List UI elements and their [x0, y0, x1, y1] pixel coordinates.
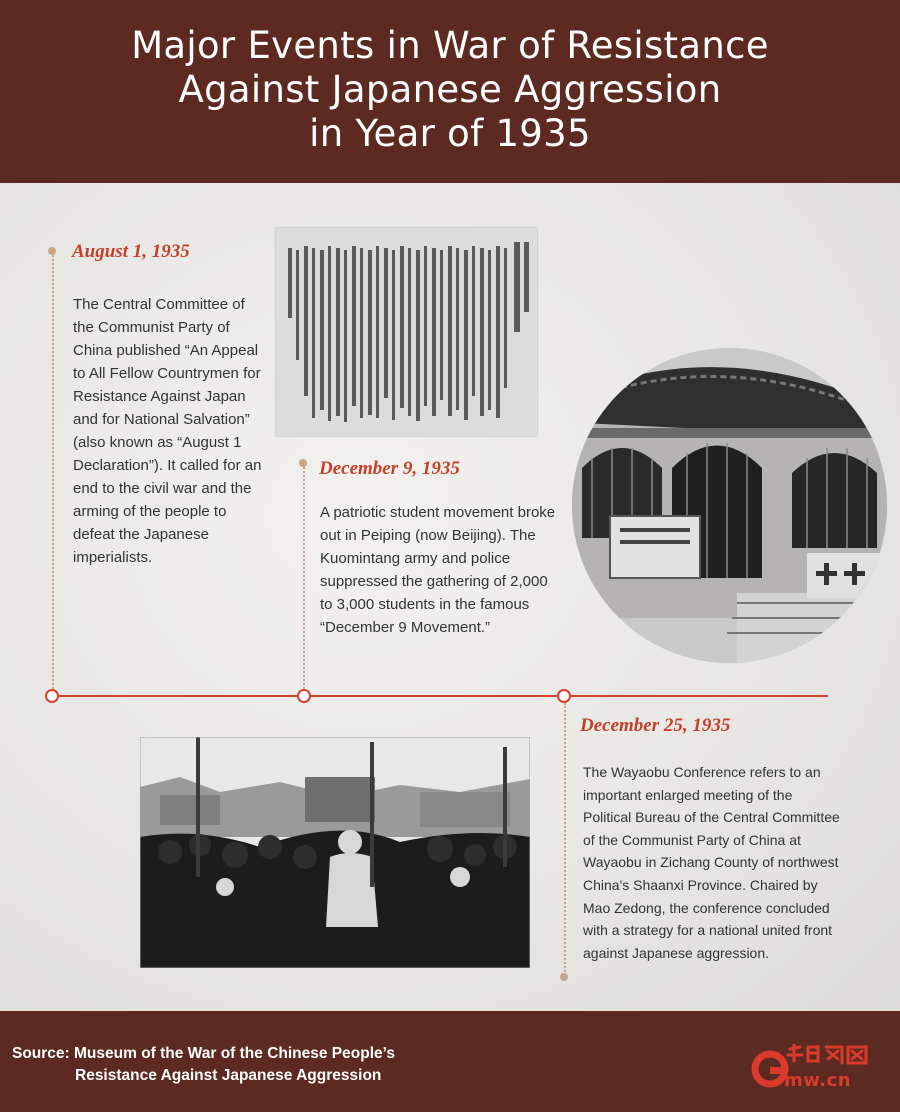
- timeline-area: [0, 183, 900, 1011]
- event-1-date: August 1, 1935: [72, 241, 190, 262]
- title-banner: [0, 0, 900, 183]
- timeline-axis: [45, 695, 828, 697]
- student-movement-crowd-photo: [140, 737, 530, 968]
- wayaobu-building-photo: [572, 348, 887, 663]
- event-1-description: The Central Committee of the Communist Party of China published “An Appeal to All Fellow Countrymen for Resistance Against Japan and for National Salvation” (also known as “August 1 Declaration”). It called for an end to the civil war and the arming of the people to defeat the Japanese imperialists.: [73, 296, 262, 566]
- page-title: [0, 0, 900, 156]
- connector-event-3: [564, 703, 566, 975]
- event-3-date: December 25, 1935: [580, 715, 731, 736]
- event-3-description: The Wayaobu Conference refers to an important enlarged meeting of the Political Bureau of the Central Committee of the Communist Party of China at Wayaobu in Zichang County of northwest China's Shaanxi Province. Chaired by Mao Zedong, the conference concluded with a strategy for a national united front against Japanese aggression.: [583, 764, 840, 961]
- source-footer: [0, 1011, 900, 1112]
- timeline-node-2: [297, 689, 311, 703]
- event-2-date: December 9, 1935: [319, 458, 460, 479]
- event-2-dot: [299, 459, 307, 467]
- source-line-1: Source: Museum of the War of the Chinese People’s: [12, 1045, 395, 1062]
- timeline-node-3: [557, 689, 571, 703]
- title-line-3: in Year of 1935: [309, 112, 591, 155]
- event-2-description: A patriotic student movement broke out in Peiping (now Beijing). The Kuomintang army and police suppressed the gathering of 2,000 to 3,000 students in the famous “December 9 Movement.”: [320, 504, 556, 636]
- source-credit: [12, 1043, 395, 1087]
- logo-text: mw.cn: [784, 1070, 852, 1091]
- title-line-1: Major Events in War of Resistance: [131, 24, 769, 67]
- title-line-2: Against Japanese Aggression: [178, 68, 722, 111]
- declaration-document-photo: [276, 228, 537, 436]
- gmw-logo: [748, 1043, 876, 1093]
- event-3-dot: [560, 973, 568, 981]
- source-line-2: Resistance Against Japanese Aggression: [75, 1067, 382, 1084]
- timeline-node-1: [45, 689, 59, 703]
- event-1-dot: [48, 247, 56, 255]
- connector-event-2: [303, 467, 305, 693]
- connector-event-1: [52, 251, 54, 693]
